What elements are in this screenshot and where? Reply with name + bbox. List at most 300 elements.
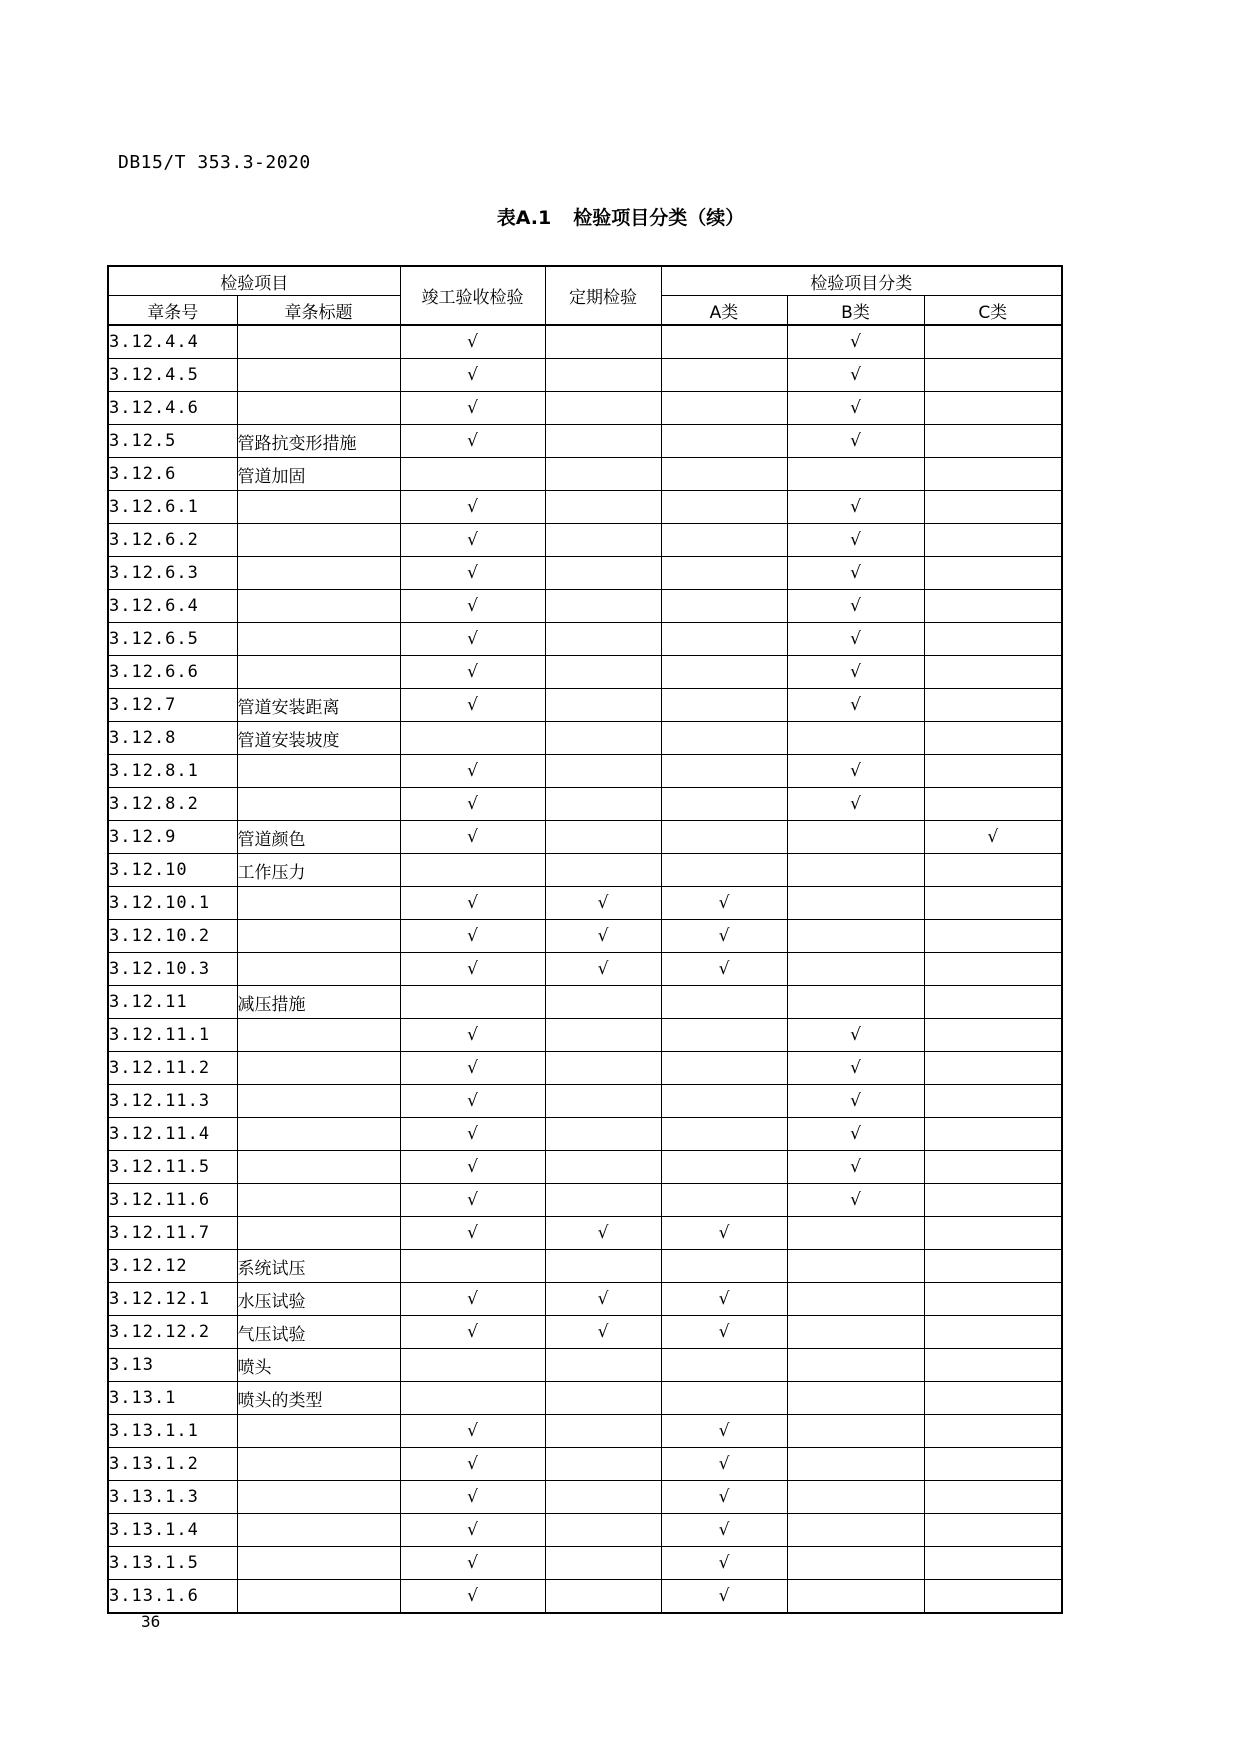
check-mark-icon: √: [850, 1190, 861, 1210]
page-number: 36: [141, 1612, 161, 1631]
clause-number: 3.12.6.5: [108, 623, 237, 656]
periodic-check: [545, 854, 661, 887]
class-c-check: [924, 656, 1062, 689]
periodic-check: [545, 425, 661, 458]
check-mark-icon: √: [718, 1223, 730, 1243]
check-mark-icon: √: [467, 563, 478, 583]
table-title-text: 检验项目分类（续）: [573, 207, 745, 229]
clause-number: 3.12.9: [108, 821, 237, 854]
clause-title: [237, 953, 400, 986]
check-mark-icon: √: [467, 893, 478, 913]
class-b-check: [787, 1283, 924, 1316]
class-b-check: [787, 458, 924, 491]
class-b-check: [787, 689, 924, 722]
clause-title: 水压试验: [237, 1283, 400, 1316]
table-row: [108, 325, 1062, 359]
completion-check: [400, 1151, 545, 1184]
periodic-check: [545, 1547, 661, 1580]
class-b-check: [787, 1184, 924, 1217]
periodic-check: [545, 1217, 661, 1250]
class-a-check: [661, 1217, 787, 1250]
check-mark-icon: √: [467, 1322, 478, 1342]
clause-number: 3.12.10: [108, 854, 237, 887]
clause-number: 3.12.6.4: [108, 590, 237, 623]
class-a-check: [661, 986, 787, 1019]
clause-title: [237, 325, 400, 359]
class-c-check: [924, 524, 1062, 557]
class-c-check: [924, 1514, 1062, 1547]
class-c-check: [924, 458, 1062, 491]
class-a-check: [661, 524, 787, 557]
check-mark-icon: √: [467, 1091, 478, 1111]
periodic-check: [545, 920, 661, 953]
clause-number: 3.12.11.2: [108, 1052, 237, 1085]
class-c-check: [924, 1184, 1062, 1217]
clause-title: [237, 1151, 400, 1184]
completion-check: [400, 458, 545, 491]
periodic-check: [545, 1085, 661, 1118]
check-mark-icon: √: [597, 926, 609, 946]
check-mark-icon: √: [850, 794, 861, 814]
class-c-check: [924, 1580, 1062, 1614]
completion-check: [400, 1415, 545, 1448]
class-a-check: [661, 1250, 787, 1283]
completion-check: [400, 1547, 545, 1580]
periodic-check: [545, 1382, 661, 1415]
header-item-classification: 检验项目分类: [661, 266, 1062, 296]
completion-check: [400, 1019, 545, 1052]
clause-title: 减压措施: [237, 986, 400, 1019]
completion-check: [400, 986, 545, 1019]
class-a-check: [661, 557, 787, 590]
completion-check: [400, 1580, 545, 1614]
class-b-check: [787, 788, 924, 821]
periodic-check: [545, 1283, 661, 1316]
completion-check: [400, 392, 545, 425]
clause-title: [237, 1415, 400, 1448]
class-b-check: [787, 887, 924, 920]
check-mark-icon: √: [467, 497, 478, 517]
periodic-check: [545, 986, 661, 1019]
check-mark-icon: √: [467, 959, 478, 979]
check-mark-icon: √: [467, 431, 478, 451]
clause-number: 3.12.10.3: [108, 953, 237, 986]
class-b-check: [787, 1118, 924, 1151]
clause-number: 3.12.11: [108, 986, 237, 1019]
check-mark-icon: √: [597, 959, 609, 979]
class-c-check: [924, 854, 1062, 887]
clause-number: 3.12.4.6: [108, 392, 237, 425]
class-c-check: [924, 1085, 1062, 1118]
class-a-check: [661, 1019, 787, 1052]
class-a-check: [661, 788, 787, 821]
table-body: [108, 325, 1062, 1613]
header-class-b: B类: [787, 296, 924, 326]
periodic-check: [545, 1052, 661, 1085]
completion-check: [400, 920, 545, 953]
class-c-check: [924, 1415, 1062, 1448]
check-mark-icon: √: [467, 1157, 478, 1177]
periodic-check: [545, 524, 661, 557]
class-b-check: [787, 821, 924, 854]
check-mark-icon: √: [718, 1586, 730, 1606]
check-mark-icon: √: [850, 1157, 861, 1177]
table-row: [108, 491, 1062, 524]
class-a-check: [661, 1118, 787, 1151]
clause-title: [237, 359, 400, 392]
check-mark-icon: √: [467, 1223, 478, 1243]
check-mark-icon: √: [467, 398, 478, 418]
class-c-check: [924, 887, 1062, 920]
check-mark-icon: √: [718, 893, 730, 913]
class-c-check: [924, 392, 1062, 425]
class-b-check: [787, 1250, 924, 1283]
table-row: [108, 623, 1062, 656]
completion-check: [400, 1250, 545, 1283]
check-mark-icon: √: [597, 1223, 609, 1243]
class-a-check: [661, 1481, 787, 1514]
check-mark-icon: √: [467, 1124, 478, 1144]
class-b-check: [787, 986, 924, 1019]
completion-check: [400, 524, 545, 557]
class-a-check: [661, 623, 787, 656]
periodic-check: [545, 623, 661, 656]
check-mark-icon: √: [987, 827, 999, 847]
check-mark-icon: √: [850, 1124, 861, 1144]
clause-title: [237, 1448, 400, 1481]
completion-check: [400, 887, 545, 920]
completion-check: [400, 1052, 545, 1085]
class-c-check: [924, 1283, 1062, 1316]
table-row: [108, 1151, 1062, 1184]
class-a-check: [661, 458, 787, 491]
class-b-check: [787, 1448, 924, 1481]
table-row: [108, 1184, 1062, 1217]
class-c-check: [924, 1019, 1062, 1052]
table-row: [108, 524, 1062, 557]
clause-number: 3.12.4.5: [108, 359, 237, 392]
table-row: [108, 887, 1062, 920]
check-mark-icon: √: [850, 596, 861, 616]
completion-check: [400, 1316, 545, 1349]
check-mark-icon: √: [467, 1454, 478, 1474]
class-b-check: [787, 656, 924, 689]
table-row: [108, 755, 1062, 788]
clause-title: [237, 788, 400, 821]
completion-check: [400, 1349, 545, 1382]
check-mark-icon: √: [467, 761, 478, 781]
clause-number: 3.13.1.2: [108, 1448, 237, 1481]
check-mark-icon: √: [850, 662, 861, 682]
table-row: [108, 1250, 1062, 1283]
clause-title: 管道加固: [237, 458, 400, 491]
check-mark-icon: √: [850, 1025, 861, 1045]
check-mark-icon: √: [850, 497, 861, 517]
check-mark-icon: √: [467, 1421, 478, 1441]
completion-check: [400, 1382, 545, 1415]
check-mark-icon: √: [850, 1091, 861, 1111]
class-a-check: [661, 491, 787, 524]
completion-check: [400, 656, 545, 689]
class-b-check: [787, 392, 924, 425]
class-c-check: [924, 1448, 1062, 1481]
periodic-check: [545, 1151, 661, 1184]
periodic-check: [545, 1019, 661, 1052]
header-periodic-inspection: 定期检验: [545, 266, 661, 325]
clause-title: [237, 1052, 400, 1085]
periodic-check: [545, 1349, 661, 1382]
periodic-check: [545, 788, 661, 821]
clause-number: 3.12.12.2: [108, 1316, 237, 1349]
check-mark-icon: √: [467, 1586, 478, 1606]
check-mark-icon: √: [850, 530, 861, 550]
check-mark-icon: √: [850, 1058, 861, 1078]
periodic-check: [545, 1184, 661, 1217]
inspection-classification-table: [107, 265, 1063, 1614]
class-a-check: [661, 1580, 787, 1614]
completion-check: [400, 1283, 545, 1316]
clause-title: 管路抗变形措施: [237, 425, 400, 458]
check-mark-icon: √: [467, 1289, 478, 1309]
check-mark-icon: √: [467, 1058, 478, 1078]
check-mark-icon: √: [718, 1553, 730, 1573]
completion-check: [400, 590, 545, 623]
class-b-check: [787, 524, 924, 557]
completion-check: [400, 557, 545, 590]
class-b-check: [787, 854, 924, 887]
class-c-check: [924, 788, 1062, 821]
clause-title: 管道颜色: [237, 821, 400, 854]
class-a-check: [661, 1382, 787, 1415]
table-number: 表A.1: [496, 207, 552, 229]
completion-check: [400, 1118, 545, 1151]
class-b-check: [787, 920, 924, 953]
completion-check: [400, 1184, 545, 1217]
periodic-check: [545, 722, 661, 755]
table-row: [108, 986, 1062, 1019]
class-a-check: [661, 722, 787, 755]
class-a-check: [661, 325, 787, 359]
check-mark-icon: √: [467, 1025, 478, 1045]
class-c-check: [924, 425, 1062, 458]
periodic-check: [545, 590, 661, 623]
periodic-check: [545, 491, 661, 524]
table-row: [108, 854, 1062, 887]
table-row: [108, 788, 1062, 821]
clause-number: 3.12.6.3: [108, 557, 237, 590]
class-b-check: [787, 491, 924, 524]
header-clause-number: 章条号: [108, 296, 237, 326]
table-row: [108, 1316, 1062, 1349]
clause-number: 3.13.1.5: [108, 1547, 237, 1580]
table-row: [108, 557, 1062, 590]
class-b-check: [787, 1085, 924, 1118]
periodic-check: [545, 953, 661, 986]
table-row: [108, 821, 1062, 854]
periodic-check: [545, 557, 661, 590]
periodic-check: [545, 656, 661, 689]
clause-title: 管道安装距离: [237, 689, 400, 722]
class-b-check: [787, 557, 924, 590]
check-mark-icon: √: [467, 332, 478, 352]
class-a-check: [661, 821, 787, 854]
class-a-check: [661, 1283, 787, 1316]
check-mark-icon: √: [467, 1520, 478, 1540]
class-a-check: [661, 689, 787, 722]
check-mark-icon: √: [467, 1190, 478, 1210]
periodic-check: [545, 1580, 661, 1614]
class-a-check: [661, 1349, 787, 1382]
check-mark-icon: √: [467, 629, 478, 649]
completion-check: [400, 491, 545, 524]
clause-title: [237, 1547, 400, 1580]
check-mark-icon: √: [718, 1454, 730, 1474]
table-row: [108, 1382, 1062, 1415]
class-c-check: [924, 920, 1062, 953]
class-c-check: [924, 722, 1062, 755]
clause-number: 3.12.6.2: [108, 524, 237, 557]
class-a-check: [661, 920, 787, 953]
table-row: [108, 1019, 1062, 1052]
periodic-check: [545, 1481, 661, 1514]
check-mark-icon: √: [718, 959, 730, 979]
check-mark-icon: √: [597, 893, 609, 913]
table-row: [108, 1514, 1062, 1547]
periodic-check: [545, 1316, 661, 1349]
clause-title: [237, 1118, 400, 1151]
table-row: [108, 1085, 1062, 1118]
periodic-check: [545, 359, 661, 392]
header-inspection-item: 检验项目: [108, 266, 400, 296]
clause-number: 3.13: [108, 1349, 237, 1382]
class-c-check: [924, 590, 1062, 623]
class-b-check: [787, 623, 924, 656]
clause-number: 3.12.10.1: [108, 887, 237, 920]
class-a-check: [661, 425, 787, 458]
periodic-check: [545, 821, 661, 854]
class-c-check: [924, 325, 1062, 359]
periodic-check: [545, 392, 661, 425]
completion-check: [400, 359, 545, 392]
periodic-check: [545, 887, 661, 920]
class-a-check: [661, 953, 787, 986]
table-row: [108, 1481, 1062, 1514]
class-c-check: [924, 1316, 1062, 1349]
check-mark-icon: √: [850, 563, 861, 583]
class-b-check: [787, 1580, 924, 1614]
clause-number: 3.13.1.1: [108, 1415, 237, 1448]
clause-title: 系统试压: [237, 1250, 400, 1283]
class-a-check: [661, 590, 787, 623]
class-a-check: [661, 392, 787, 425]
table-row: [108, 359, 1062, 392]
table-row: [108, 1283, 1062, 1316]
check-mark-icon: √: [850, 629, 861, 649]
check-mark-icon: √: [467, 365, 478, 385]
class-b-check: [787, 1151, 924, 1184]
clause-number: 3.12.11.6: [108, 1184, 237, 1217]
class-b-check: [787, 1019, 924, 1052]
class-c-check: [924, 1052, 1062, 1085]
table-row: [108, 1547, 1062, 1580]
completion-check: [400, 325, 545, 359]
check-mark-icon: √: [718, 926, 730, 946]
class-b-check: [787, 1514, 924, 1547]
periodic-check: [545, 1250, 661, 1283]
class-c-check: [924, 755, 1062, 788]
class-c-check: [924, 1118, 1062, 1151]
table-row: [108, 920, 1062, 953]
completion-check: [400, 1217, 545, 1250]
clause-title: 喷头的类型: [237, 1382, 400, 1415]
class-c-check: [924, 1547, 1062, 1580]
header-clause-title: 章条标题: [237, 296, 400, 326]
check-mark-icon: √: [850, 332, 861, 352]
class-b-check: [787, 1481, 924, 1514]
clause-number: 3.13.1: [108, 1382, 237, 1415]
check-mark-icon: √: [467, 794, 478, 814]
header-completion-inspection: 竣工验收检验: [400, 266, 545, 325]
check-mark-icon: √: [718, 1520, 730, 1540]
class-c-check: [924, 1250, 1062, 1283]
class-a-check: [661, 359, 787, 392]
class-c-check: [924, 1151, 1062, 1184]
check-mark-icon: √: [467, 596, 478, 616]
table-row: [108, 590, 1062, 623]
class-b-check: [787, 359, 924, 392]
clause-number: 3.12.11.7: [108, 1217, 237, 1250]
periodic-check: [545, 1415, 661, 1448]
completion-check: [400, 623, 545, 656]
clause-title: [237, 1580, 400, 1614]
check-mark-icon: √: [467, 926, 478, 946]
completion-check: [400, 1514, 545, 1547]
clause-title: [237, 590, 400, 623]
class-a-check: [661, 1052, 787, 1085]
clause-number: 3.12.6: [108, 458, 237, 491]
table-row: [108, 953, 1062, 986]
class-a-check: [661, 1316, 787, 1349]
check-mark-icon: √: [597, 1289, 609, 1309]
class-c-check: [924, 1349, 1062, 1382]
table-row: [108, 1217, 1062, 1250]
class-a-check: [661, 656, 787, 689]
clause-title: [237, 887, 400, 920]
class-a-check: [661, 1415, 787, 1448]
periodic-check: [545, 1514, 661, 1547]
check-mark-icon: √: [850, 431, 861, 451]
class-b-check: [787, 953, 924, 986]
check-mark-icon: √: [850, 398, 861, 418]
class-b-check: [787, 1349, 924, 1382]
table-row: [108, 425, 1062, 458]
header-class-a: A类: [661, 296, 787, 326]
check-mark-icon: √: [597, 1322, 609, 1342]
table-row: [108, 722, 1062, 755]
clause-number: 3.12.11.3: [108, 1085, 237, 1118]
class-a-check: [661, 887, 787, 920]
check-mark-icon: √: [467, 1487, 478, 1507]
clause-number: 3.12.8.2: [108, 788, 237, 821]
class-c-check: [924, 1217, 1062, 1250]
check-mark-icon: √: [467, 1553, 478, 1573]
clause-number: 3.12.12.1: [108, 1283, 237, 1316]
check-mark-icon: √: [718, 1289, 730, 1309]
table-row: [108, 1052, 1062, 1085]
completion-check: [400, 722, 545, 755]
clause-title: [237, 1481, 400, 1514]
clause-number: 3.12.10.2: [108, 920, 237, 953]
